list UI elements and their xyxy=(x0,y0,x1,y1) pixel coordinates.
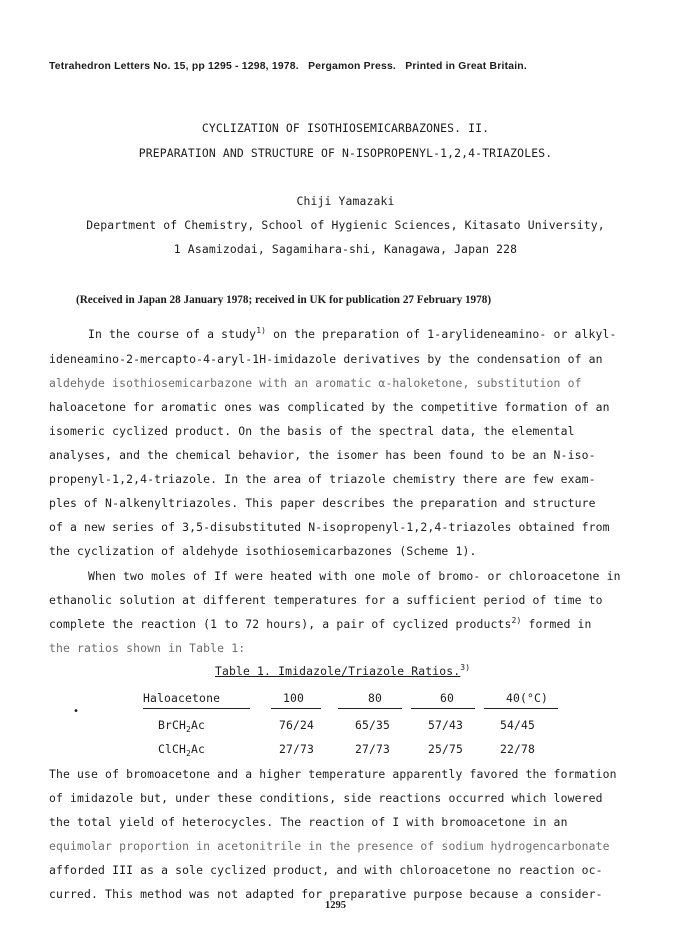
row-name-pre: ClCH xyxy=(158,742,187,756)
table-cell: 27/73 xyxy=(355,742,391,756)
para3-line-2: of imidazole but, under these conditions, side reactions occurred which lowered xyxy=(49,791,603,805)
para1-line-10: the cyclization of aldehyde isothiosemicarbazones (Scheme 1). xyxy=(49,544,477,558)
para1-line-2: ideneamino-2-mercapto-4-aryl-1H-imidazole derivatives by the condensation of an xyxy=(49,352,603,366)
para2-line-3 xyxy=(49,617,592,631)
para3-line-6: curred. This method was not adapted for preparative purpose because a consider- xyxy=(49,887,603,901)
title-line-2: PREPARATION AND STRUCTURE OF N-ISOPROPENYL-1,2,4-TRIAZOLES. xyxy=(138,146,553,160)
table-rule xyxy=(411,708,475,709)
publisher: Pergamon Press. xyxy=(308,61,397,72)
table-rule xyxy=(143,708,250,709)
table-cell: 65/35 xyxy=(355,718,391,732)
table-header-40: 40(°C) xyxy=(506,691,549,705)
table-row-name xyxy=(158,718,205,732)
ref-2: 2) xyxy=(511,616,522,625)
received-dates: (Received in Japan 28 January 1978; received in UK for publication 27 February 1978) xyxy=(76,294,492,306)
table-cell: 22/78 xyxy=(500,742,536,756)
affiliation-line-2: 1 Asamizodai, Sagamihara-shi, Kanagawa, Japan 228 xyxy=(173,242,518,256)
table-title-text: Table 1. Imidazole/Triazole Ratios. xyxy=(215,664,461,678)
para1-line-1a: In the course of a study xyxy=(88,327,257,341)
para1-line-7: propenyl-1,2,4-triazole. In the area of triazole chemistry there are few exam- xyxy=(49,472,596,486)
ref-3: 3) xyxy=(460,663,471,672)
journal-header xyxy=(49,61,527,72)
affiliation-line-1: Department of Chemistry, School of Hygienic Sciences, Kitasato University, xyxy=(86,218,605,232)
row-name-sub: 2 xyxy=(186,725,191,734)
para1-line-1b: on the preparation of 1-arylideneamino- or alkyl- xyxy=(266,327,617,341)
para1-line-3: aldehyde isothiosemicarbazone with an aromatic α-haloketone, substitution of xyxy=(49,376,582,390)
table-cell: 54/45 xyxy=(500,718,536,732)
row-name-post: Ac xyxy=(191,742,206,756)
para3-line-5: afforded III as a sole cyclized product, and with chloroacetone no reaction oc- xyxy=(49,863,603,877)
table-cell: 57/43 xyxy=(428,718,464,732)
para3-line-3: the total yield of heterocycles. The reaction of I with bromoacetone in an xyxy=(49,815,568,829)
table-header-100: 100 xyxy=(283,691,305,705)
para1-line-4: haloacetone for aromatic ones was complicated by the competitive formation of an xyxy=(49,400,610,414)
row-name-post: Ac xyxy=(191,718,206,732)
para2-line-4: the ratios shown in Table 1: xyxy=(49,641,246,655)
para1-line-6: analyses, and the chemical behavior, the isomer has been found to be an N-iso- xyxy=(49,448,596,462)
para2-line-1: When two moles of If were heated with one mole of bromo- or chloroacetone in xyxy=(88,569,621,583)
para1-line-9: of a new series of 3,5-disubstituted N-isopropenyl-1,2,4-triazoles obtained from xyxy=(49,520,610,534)
table-rule xyxy=(484,708,558,709)
para2-line-3b: formed in xyxy=(521,617,592,631)
printed-note: Printed in Great Britain. xyxy=(405,61,527,72)
para1-line-1 xyxy=(88,327,617,341)
table-rule xyxy=(338,708,402,709)
table-title xyxy=(215,664,470,678)
table-row-name xyxy=(158,742,205,756)
table-cell: 25/75 xyxy=(428,742,464,756)
para3-line-4: equimolar proportion in acetonitrile in the presence of sodium hydrogencarbonate xyxy=(49,839,610,853)
para3-line-1: The use of bromoacetone and a higher temperature apparently favored the formation xyxy=(49,767,617,781)
row-name-pre: BrCH xyxy=(158,718,187,732)
table-header-80: 80 xyxy=(368,691,383,705)
para1-line-8: ples of N-alkenyltriazoles. This paper describes the preparation and structure xyxy=(49,496,596,510)
journal-citation: Tetrahedron Letters No. 15, pp 1295 - 1298, 1978. xyxy=(49,61,299,72)
table-header-60: 60 xyxy=(440,691,455,705)
ref-1: 1) xyxy=(256,326,267,335)
table-header-haloacetone: Haloacetone xyxy=(143,691,221,705)
title-line-1: CYCLIZATION OF ISOTHIOSEMICARBAZONES. II. xyxy=(201,121,490,135)
author: Chiji Yamazaki xyxy=(296,194,395,208)
row-name-sub: 2 xyxy=(186,749,191,758)
para1-line-5: isomeric cyclized product. On the basis of the spectral data, the elemental xyxy=(49,424,575,438)
table-cell: 76/24 xyxy=(279,718,315,732)
para2-line-3a: complete the reaction (1 to 72 hours), a pair of cyclized products xyxy=(49,617,512,631)
page-number: 1295 xyxy=(325,900,346,911)
para2-line-2: ethanolic solution at different temperatures for a sufficient period of time to xyxy=(49,593,603,607)
table-cell: 27/73 xyxy=(279,742,315,756)
table-rule xyxy=(271,708,321,709)
stray-mark: • xyxy=(73,706,80,717)
